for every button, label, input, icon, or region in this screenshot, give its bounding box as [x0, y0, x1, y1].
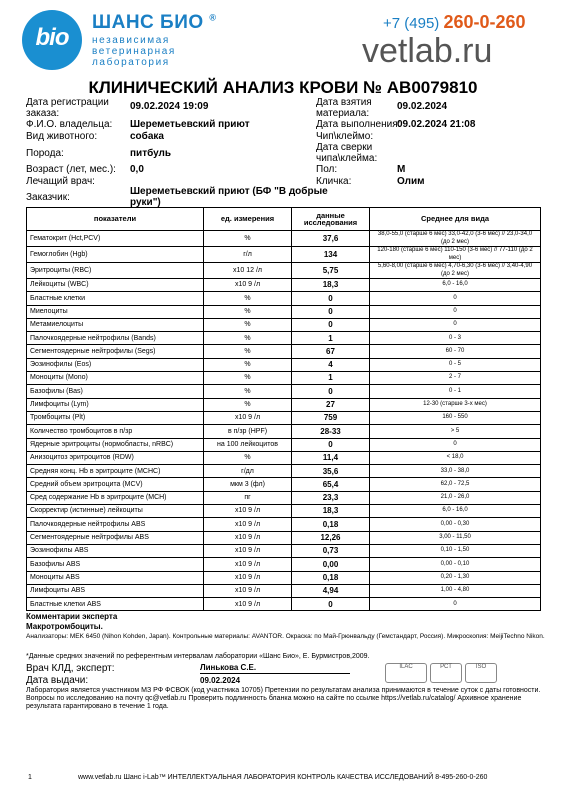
param-value: 759 — [292, 411, 370, 424]
param-name: Анизоцитоз эритроцитов (RDW) — [27, 451, 204, 464]
table-row — [27, 385, 541, 398]
header-reference: Среднее для вида — [370, 208, 541, 231]
table-row — [27, 332, 541, 345]
param-reference: > 5 — [370, 425, 541, 438]
param-unit: x10 9 /л — [204, 598, 292, 611]
label-sex: Пол: — [316, 164, 338, 175]
param-reference: 1,00 - 4,80 — [370, 584, 541, 597]
label-owner: Ф.И.О. владельца: — [26, 119, 113, 130]
param-reference: 33,0 - 38,0 — [370, 465, 541, 478]
param-unit: г/дл — [204, 465, 292, 478]
site-url[interactable]: vetlab.ru — [362, 32, 493, 70]
param-unit: x10 12 /л — [204, 263, 292, 279]
param-value: 0 — [292, 438, 370, 451]
doctor-label: Врач КЛД, эксперт: — [26, 663, 115, 674]
param-unit: г/л — [204, 247, 292, 263]
param-name: Палочкоядерные нейтрофилы ABS — [27, 518, 204, 531]
value-owner: Шереметьевский приют — [130, 119, 250, 130]
param-reference: 0 — [370, 305, 541, 318]
param-value: 1 — [292, 332, 370, 345]
param-reference: 0,20 - 1,30 — [370, 571, 541, 584]
param-reference: 6,0 - 16,0 — [370, 505, 541, 518]
param-name: Ядерные эритроциты (нормобласты, nRBC) — [27, 438, 204, 451]
param-value: 0 — [292, 318, 370, 331]
table-row — [27, 425, 541, 438]
param-unit: в п/зр (HPF) — [204, 425, 292, 438]
label-completion-date: Дата выполнения: — [316, 119, 401, 130]
analyzers-note: Анализаторы: MEK 6450 (Nihon Kohden, Japan). Контрольные материалы: AVANTOR. Окраска: по Май-Грюнвальду (Гемстандарт, Россия). Микроскопия: MeijiTechno Nikon. — [26, 633, 545, 640]
reference-note: *Данные средних значений по референтным интервалам лаборатории «Шанс Био», Е. Бурмистров,2009. — [26, 653, 370, 660]
param-name: Палочкоядерные нейтрофилы (Bands) — [27, 332, 204, 345]
param-name: Сегментоядерные нейтрофилы ABS — [27, 531, 204, 544]
param-value: 12,26 — [292, 531, 370, 544]
label-customer: Заказчик: — [26, 192, 70, 203]
phone-number[interactable]: +7 (495) 260-0-260 — [383, 12, 526, 32]
param-name: Базофилы (Bas) — [27, 385, 204, 398]
param-unit: x10 9 /л — [204, 584, 292, 597]
param-reference: < 18,0 — [370, 451, 541, 464]
param-reference: 0 — [370, 598, 541, 611]
table-row — [27, 491, 541, 504]
certification-stamp-3: ISO — [465, 663, 497, 683]
param-name: Лимфоциты ABS — [27, 584, 204, 597]
table-row — [27, 571, 541, 584]
label-chip: Чип\клеймо: — [316, 131, 374, 142]
param-name: Гемоглобин (Hgb) — [27, 247, 204, 263]
param-name: Бластные клетки ABS — [27, 598, 204, 611]
param-value: 37,6 — [292, 231, 370, 247]
param-reference: 21,0 - 26,0 — [370, 491, 541, 504]
param-unit: % — [204, 332, 292, 345]
table-row — [27, 505, 541, 518]
page-title: КЛИНИЧЕСКИЙ АНАЛИЗ КРОВИ № AB0079810 — [88, 78, 478, 97]
param-value: 0,18 — [292, 518, 370, 531]
issue-date-label: Дата выдачи: — [26, 675, 89, 686]
param-reference: 0 - 3 — [370, 332, 541, 345]
param-reference: 0 — [370, 438, 541, 451]
param-name: Лейкоциты (WBC) — [27, 279, 204, 292]
value-customer: Шереметьевский приют (БФ "В добрые руки") — [130, 186, 328, 208]
param-unit: % — [204, 358, 292, 371]
param-value: 0,73 — [292, 544, 370, 557]
param-value: 35,6 — [292, 465, 370, 478]
comments-text: Макротромбоциты. — [26, 622, 103, 631]
label-pet-name: Кличка: — [316, 176, 352, 187]
param-unit: x10 9 /л — [204, 544, 292, 557]
param-unit: x10 9 /л — [204, 558, 292, 571]
param-unit: % — [204, 305, 292, 318]
param-unit: x10 9 /л — [204, 518, 292, 531]
doctor-name: Линькова С.Е. — [200, 663, 257, 672]
issue-date: 09.02.2024 — [200, 676, 241, 685]
param-reference: 2 - 7 — [370, 372, 541, 385]
param-value: 18,3 — [292, 505, 370, 518]
param-unit: % — [204, 231, 292, 247]
param-reference: 12-30 (старше 3-х мес) — [370, 398, 541, 411]
param-reference: 62,0 - 72,5 — [370, 478, 541, 491]
tagline-line-1: независимая — [92, 35, 170, 46]
table-row — [27, 292, 541, 305]
comments-heading: Комментарии эксперта — [26, 612, 118, 621]
param-value: 11,4 — [292, 451, 370, 464]
param-value: 18,3 — [292, 279, 370, 292]
param-reference: 0 - 1 — [370, 385, 541, 398]
table-row — [27, 598, 541, 611]
table-row — [27, 544, 541, 557]
param-unit: % — [204, 398, 292, 411]
param-name: Эритроциты (RBC) — [27, 263, 204, 279]
param-value: 4,94 — [292, 584, 370, 597]
header-value: данные исследования — [292, 208, 370, 231]
param-reference: 0 - 5 — [370, 358, 541, 371]
table-row — [27, 263, 541, 279]
table-row — [27, 438, 541, 451]
param-name: Моноциты ABS — [27, 571, 204, 584]
certification-stamp-1: ILAC — [385, 663, 427, 683]
param-name: Количество тромбоцитов в п/зр — [27, 425, 204, 438]
param-unit: пг — [204, 491, 292, 504]
param-value: 0 — [292, 598, 370, 611]
table-row — [27, 478, 541, 491]
table-row — [27, 372, 541, 385]
label-species: Вид животного: — [26, 131, 98, 142]
table-row — [27, 305, 541, 318]
label-doctor: Лечащий врач: — [26, 176, 95, 187]
param-unit: x10 9 /л — [204, 411, 292, 424]
value-registration-date: 09.02.2024 19:09 — [130, 101, 209, 112]
param-reference: 3,00 - 11,50 — [370, 531, 541, 544]
table-row — [27, 584, 541, 597]
param-value: 134 — [292, 247, 370, 263]
table-row — [27, 318, 541, 331]
param-name: Метамиелоциты — [27, 318, 204, 331]
table-row — [27, 345, 541, 358]
param-reference: 38,0-55,0 (старше 6 мес) 33,0-42,0 (3-6 мес) // 23,0-34,0 (до 2 мес) — [370, 231, 541, 247]
param-value: 28-33 — [292, 425, 370, 438]
signature-line — [200, 673, 350, 674]
param-value: 4 — [292, 358, 370, 371]
value-age: 0,0 — [130, 164, 144, 175]
header-unit: ед. измерения — [204, 208, 292, 231]
param-value: 65,4 — [292, 478, 370, 491]
table-row — [27, 558, 541, 571]
param-reference: 0 — [370, 318, 541, 331]
table-row — [27, 247, 541, 263]
param-unit: мкм 3 (фл) — [204, 478, 292, 491]
results-table — [26, 207, 541, 611]
label-chip-check-date: Дата сверки чипа\клейма: — [316, 142, 378, 164]
param-name: Сегментоядерные нейтрофилы (Segs) — [27, 345, 204, 358]
value-sample-date: 09.02.2024 — [397, 101, 448, 112]
param-unit: % — [204, 292, 292, 305]
param-unit: % — [204, 372, 292, 385]
param-unit: % — [204, 318, 292, 331]
param-name: Базофилы ABS — [27, 558, 204, 571]
table-row — [27, 231, 541, 247]
param-unit: x10 9 /л — [204, 279, 292, 292]
param-unit: % — [204, 385, 292, 398]
table-row — [27, 411, 541, 424]
tagline-line-3: лаборатория — [92, 57, 170, 68]
param-reference: 5,60-8,00 (старше 6 мес) 4,70-6,30 (3-6 мес) // 3,40-4,90 (до 2 мес) — [370, 263, 541, 279]
param-name: Эозинофилы ABS — [27, 544, 204, 557]
param-reference: 6,0 - 16,0 — [370, 279, 541, 292]
param-name: Сред содержание Hb в эритроците (MCH) — [27, 491, 204, 504]
param-name: Скорректир (истинные) лейкоциты — [27, 505, 204, 518]
param-name: Миелоциты — [27, 305, 204, 318]
param-unit: x10 9 /л — [204, 531, 292, 544]
lab-disclaimer: Лаборатория является участником МЗ РФ ФСВОК (код участника 10705) Претензии по результатам анализа принимаются в течение суток с даты готовности. Вопросы по исследованию на почту qc@vetlab.ru Проверить подлинность бланка можно на сайте по ссылке https://vetlab.ru/catalog/ Архивное хранение результата гарантировано в течение 1 года. — [26, 687, 541, 710]
tagline-line-2: ветеринарная — [92, 46, 176, 57]
value-sex: М — [397, 164, 406, 175]
param-unit: x10 9 /л — [204, 505, 292, 518]
param-unit: на 100 лейкоцитов — [204, 438, 292, 451]
param-reference: 160 - 550 — [370, 411, 541, 424]
param-name: Эозинофилы (Eos) — [27, 358, 204, 371]
table-row — [27, 279, 541, 292]
table-header-row — [27, 208, 541, 231]
param-name: Гематокрит (Hct,PCV) — [27, 231, 204, 247]
logo-text: bio — [35, 24, 69, 51]
label-registration-date: Дата регистрации заказа: — [26, 97, 109, 119]
value-breed: питбуль — [130, 148, 172, 159]
param-reference: 0,10 - 1,50 — [370, 544, 541, 557]
param-name: Бластные клетки — [27, 292, 204, 305]
param-reference: 60 - 70 — [370, 345, 541, 358]
param-value: 67 — [292, 345, 370, 358]
brand-name: ШАНС БИО ® — [92, 12, 217, 33]
footer-text: www.vetlab.ru Шанс i-Lab™ ИНТЕЛЛЕКТУАЛЬНАЯ ЛАБОРАТОРИЯ КОНТРОЛЬ КАЧЕСТВА ИССЛЕДОВАНИЙ 8-495-260-0-260 — [78, 774, 488, 781]
table-row — [27, 398, 541, 411]
param-value: 0 — [292, 305, 370, 318]
param-reference: 120-180 (старше 6 мес) 110-150 (3-6 мес) // 77-110 (до 2 мес) — [370, 247, 541, 263]
label-sample-date: Дата взятия материала: — [316, 97, 372, 119]
table-row — [27, 358, 541, 371]
label-breed: Порода: — [26, 148, 64, 159]
param-value: 23,3 — [292, 491, 370, 504]
param-name: Средняя конц. Hb в эритроците (MCHC) — [27, 465, 204, 478]
param-unit: x10 9 /л — [204, 571, 292, 584]
page-number: 1 — [28, 774, 32, 781]
param-reference: 0,00 - 0,10 — [370, 558, 541, 571]
param-unit: % — [204, 345, 292, 358]
table-row — [27, 451, 541, 464]
table-row — [27, 518, 541, 531]
param-value: 0,18 — [292, 571, 370, 584]
param-name: Моноциты (Mono) — [27, 372, 204, 385]
value-species: собака — [130, 131, 164, 142]
param-value: 27 — [292, 398, 370, 411]
param-value: 0 — [292, 292, 370, 305]
param-value: 5,75 — [292, 263, 370, 279]
certification-stamp-2: РСТ — [430, 663, 462, 683]
table-row — [27, 465, 541, 478]
param-name: Средний объем эритроцита (MCV) — [27, 478, 204, 491]
table-row — [27, 531, 541, 544]
param-value: 1 — [292, 372, 370, 385]
param-name: Лимфоциты (Lym) — [27, 398, 204, 411]
header-parameter: показатели — [27, 208, 204, 231]
value-completion-date: 09.02.2024 21:08 — [397, 119, 476, 130]
param-unit: % — [204, 451, 292, 464]
value-pet-name: Олим — [397, 176, 425, 187]
label-age: Возраст (лет, мес.): — [26, 164, 116, 175]
param-name: Тромбоциты (Plt) — [27, 411, 204, 424]
param-reference: 0 — [370, 292, 541, 305]
param-value: 0 — [292, 385, 370, 398]
param-reference: 0,00 - 0,30 — [370, 518, 541, 531]
param-value: 0,00 — [292, 558, 370, 571]
